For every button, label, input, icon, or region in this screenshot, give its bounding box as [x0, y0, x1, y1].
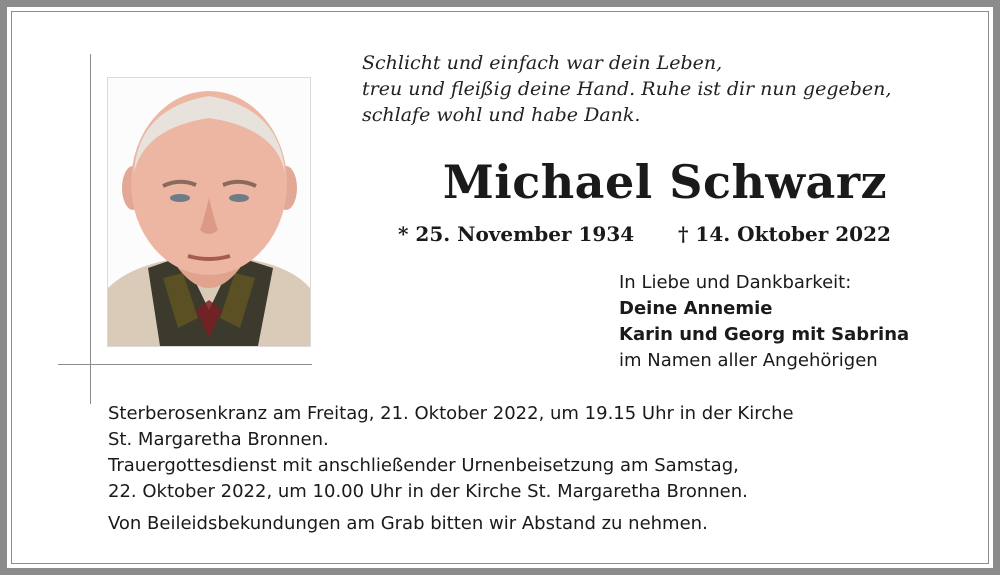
death-date: † 14. Oktober 2022 — [678, 222, 891, 246]
life-dates — [398, 220, 938, 248]
mourners-intro: In Liebe und Dankbarkeit: — [619, 272, 852, 293]
portrait-illustration — [108, 78, 310, 346]
birth-date: * 25. November 1934 — [398, 222, 635, 246]
mourners-outro: im Namen aller Angehörigen — [619, 350, 878, 371]
service-line: Trauergottesdienst mit anschließender Urnenbeisetzung am Samstag, — [108, 455, 739, 476]
vertical-divider — [90, 54, 91, 404]
mourner-name: Karin und Georg mit Sabrina — [619, 324, 910, 345]
mourners-block — [619, 270, 979, 374]
poem — [362, 50, 962, 128]
deceased-name: Michael Schwarz — [442, 155, 888, 209]
condolence-note: Von Beileidsbekundungen am Grab bitten wir Abstand zu nehmen. — [108, 513, 708, 534]
service-info — [108, 401, 978, 537]
poem-line: treu und fleißig deine Hand. Ruhe ist dir nun gegeben, — [362, 78, 892, 100]
service-line: St. Margaretha Bronnen. — [108, 429, 329, 450]
mourner-name: Deine Annemie — [619, 298, 773, 319]
portrait-photo — [107, 77, 311, 347]
service-line: 22. Oktober 2022, um 10.00 Uhr in der Kirche St. Margaretha Bronnen. — [108, 481, 748, 502]
poem-line: Schlicht und einfach war dein Leben, — [362, 52, 723, 74]
service-line: Sterberosenkranz am Freitag, 21. Oktober 2022, um 19.15 Uhr in der Kirche — [108, 403, 794, 424]
horizontal-divider — [58, 364, 312, 365]
poem-line: schlafe wohl und habe Dank. — [362, 104, 641, 126]
